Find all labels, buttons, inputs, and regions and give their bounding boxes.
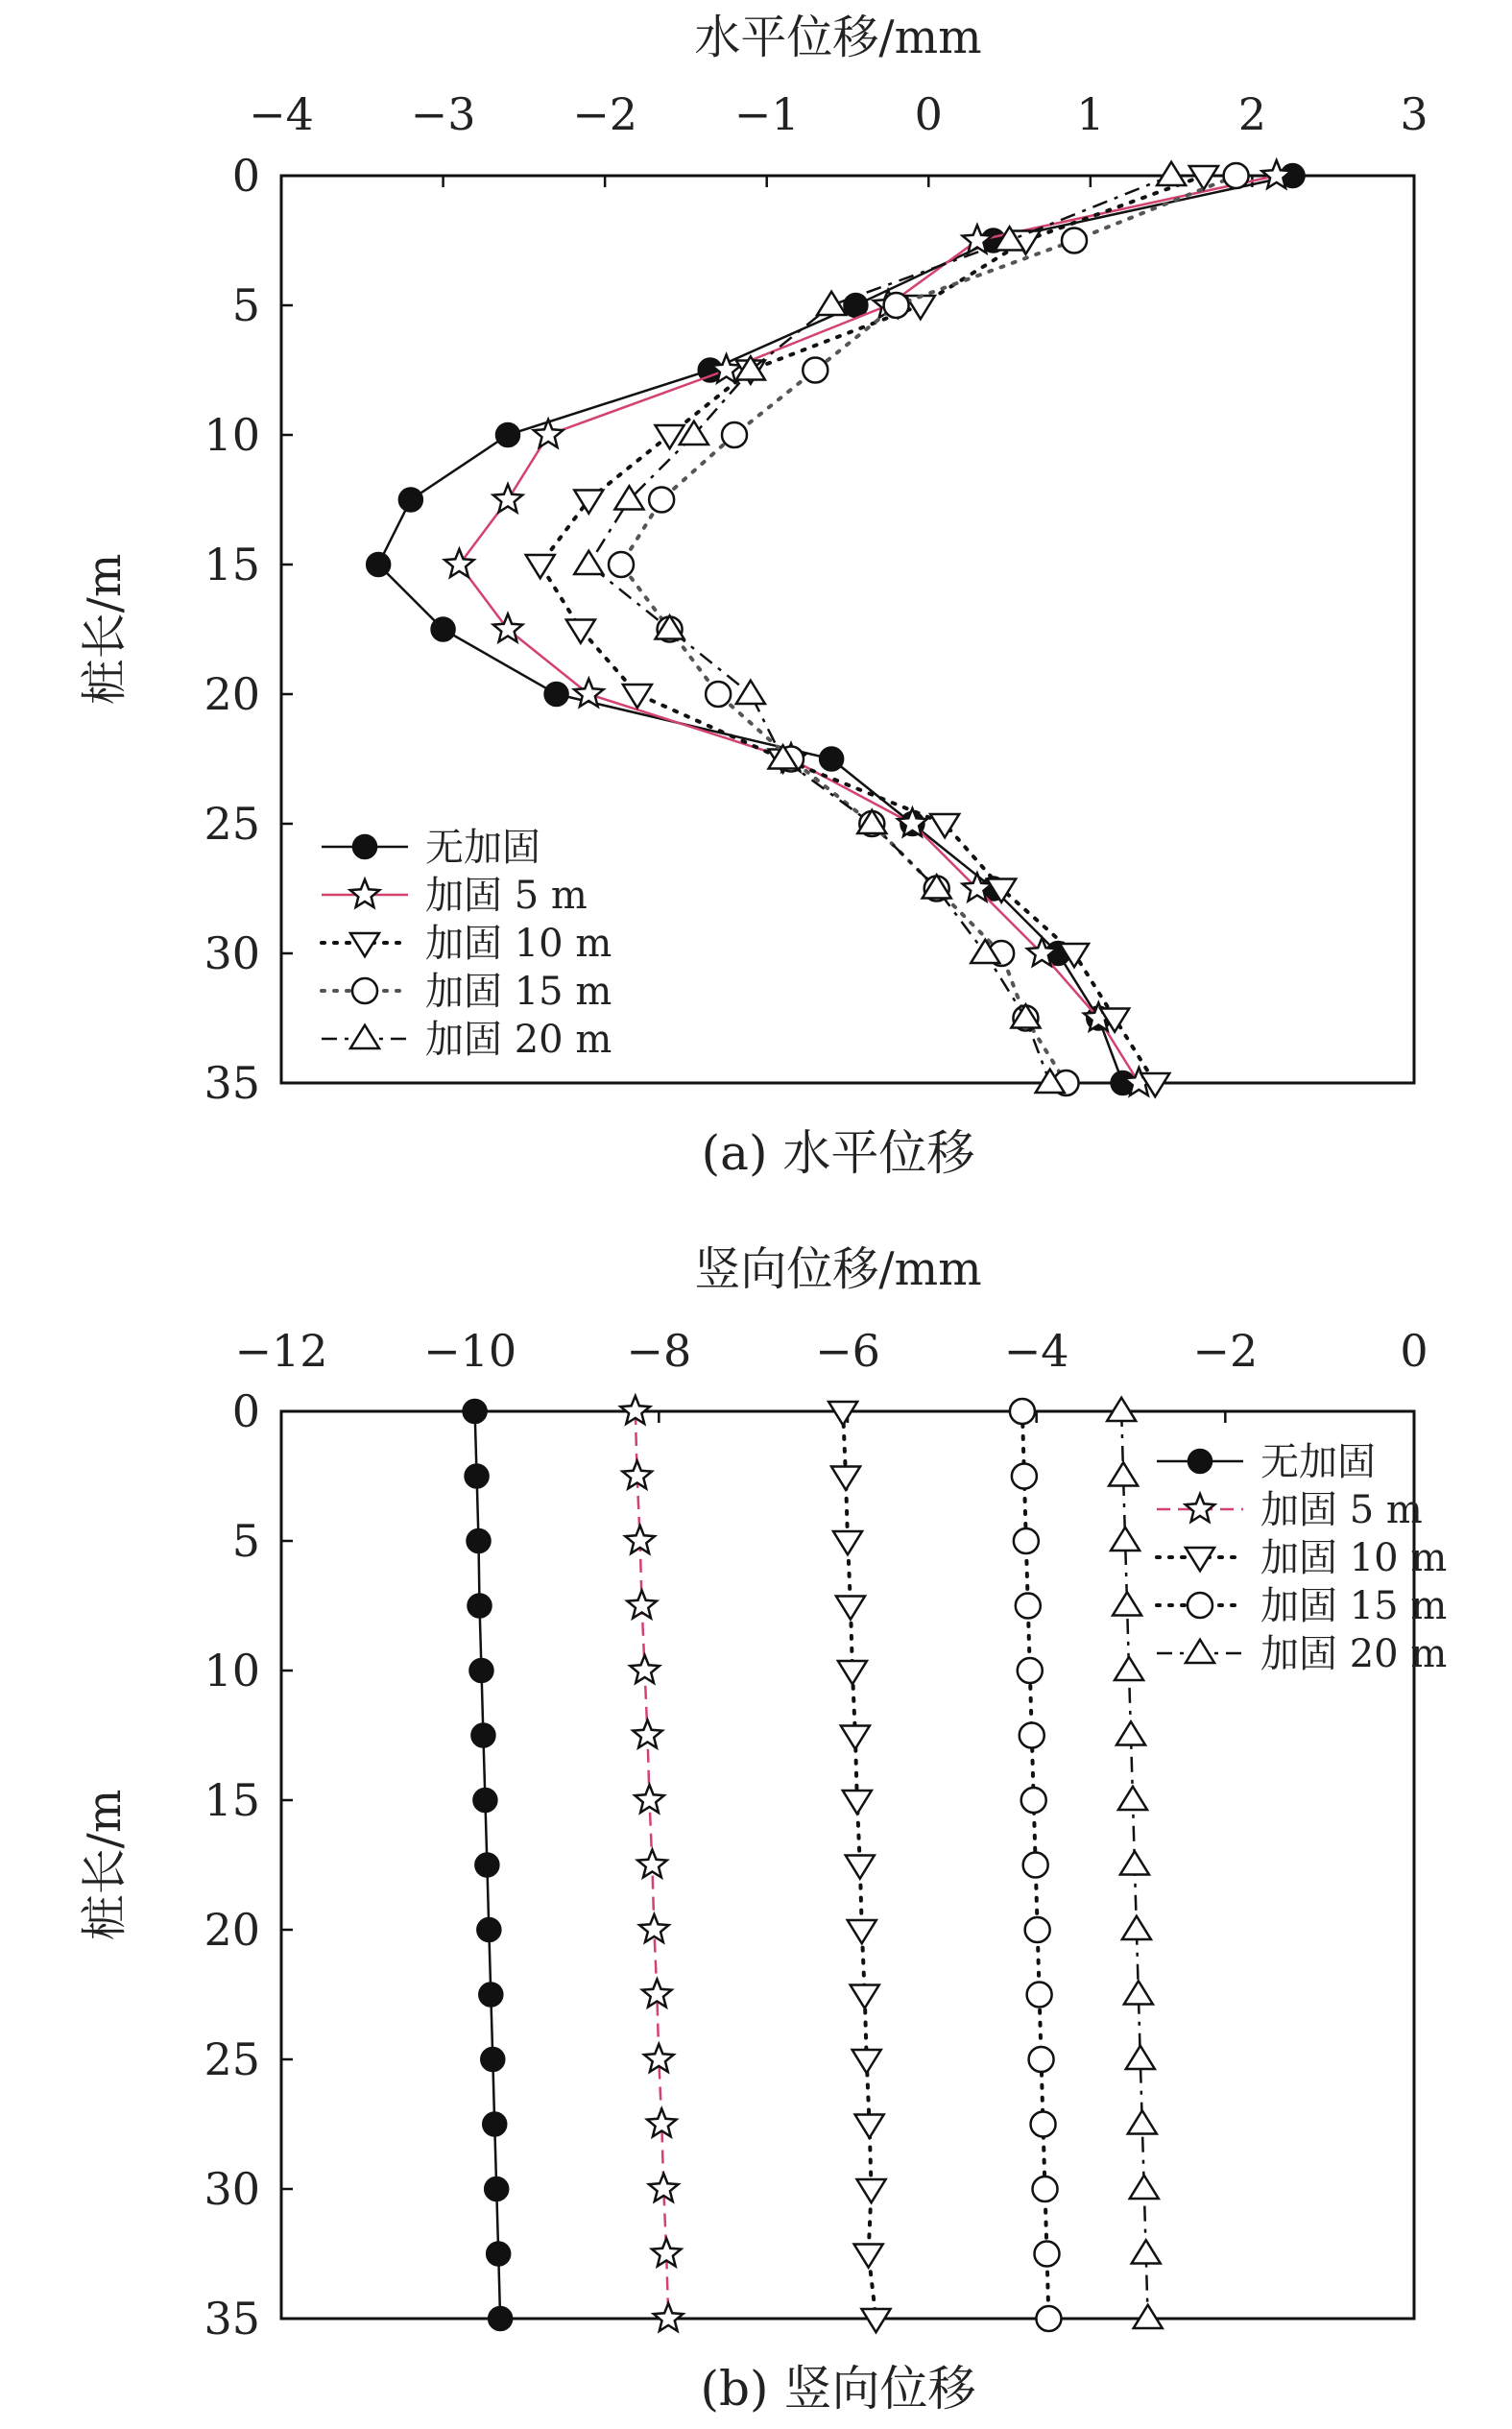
data-point	[477, 1918, 500, 1941]
data-point	[1128, 2110, 1157, 2133]
legend-marker	[1186, 1548, 1214, 1571]
legend-label: 加固 15 m	[1260, 1584, 1448, 1628]
data-point	[481, 2048, 504, 2071]
series-2	[621, 1396, 684, 2331]
data-point	[496, 423, 519, 446]
series-5	[1107, 1398, 1163, 2328]
y-tick-label: 30	[204, 2163, 260, 2215]
data-point	[432, 618, 455, 641]
data-point	[399, 489, 422, 512]
x-tick-label: −2	[1192, 1325, 1259, 1377]
data-point	[654, 2303, 684, 2331]
data-point	[471, 1724, 494, 1747]
data-point	[1116, 1721, 1145, 1744]
x-tick-label: 0	[1400, 1325, 1428, 1377]
data-point	[1016, 1594, 1041, 1619]
legend-marker	[353, 835, 376, 858]
data-point	[574, 491, 603, 514]
data-point	[464, 1400, 487, 1423]
x-tick-label: −1	[733, 88, 800, 140]
legend-marker	[352, 978, 377, 1003]
y-tick-label: 15	[204, 539, 260, 590]
y-tick-label: 30	[204, 927, 260, 979]
chart-b	[78, 1242, 1447, 2417]
data-point	[803, 358, 828, 383]
data-point	[843, 1791, 872, 1814]
data-point	[1021, 1788, 1046, 1813]
x-tick-label: 1	[1076, 88, 1105, 140]
legend-label: 加固 5 m	[425, 874, 588, 918]
data-point	[841, 1726, 870, 1749]
y-tick-label: 20	[204, 668, 260, 720]
data-point	[1010, 1399, 1035, 1424]
data-point	[545, 683, 568, 706]
data-point	[487, 2243, 510, 2266]
data-point	[1224, 163, 1249, 188]
data-point	[609, 552, 634, 577]
data-point	[1062, 228, 1087, 253]
y-tick-label: 35	[204, 2293, 260, 2345]
data-point	[817, 292, 846, 315]
data-point	[637, 1850, 667, 1878]
y-axis-title: 桩长/m	[78, 1789, 132, 1941]
x-tick-label: −6	[815, 1325, 880, 1377]
data-point	[846, 1856, 875, 1879]
data-point	[820, 748, 843, 771]
data-point	[862, 2309, 891, 2332]
chart-caption: (b) 竖向位移	[700, 2361, 976, 2417]
data-point	[1020, 1723, 1044, 1748]
chart-caption: (a) 水平位移	[701, 1125, 975, 1181]
data-point	[623, 685, 652, 708]
series-3	[526, 166, 1218, 1096]
y-tick-label: 5	[231, 279, 260, 331]
data-point	[884, 293, 909, 318]
data-point	[574, 551, 603, 574]
chart-a	[78, 11, 1428, 1181]
x-tick-label: −8	[626, 1325, 692, 1377]
data-point	[444, 549, 473, 577]
data-point	[1113, 1592, 1141, 1615]
data-point	[1130, 2176, 1159, 2199]
data-point	[930, 814, 959, 837]
data-point	[1027, 1983, 1052, 2008]
legend-marker	[350, 1025, 379, 1048]
legend-marker	[1186, 1640, 1214, 1663]
data-point	[633, 1720, 662, 1748]
data-point	[639, 1914, 668, 1942]
data-point	[635, 1785, 663, 1813]
data-point	[1122, 1916, 1151, 1939]
series-3	[828, 1402, 890, 2332]
data-point	[722, 422, 747, 447]
legend-label: 加固 5 m	[1260, 1488, 1423, 1532]
data-point	[1033, 2176, 1058, 2201]
data-point	[469, 1659, 492, 1682]
data-point	[854, 2245, 883, 2268]
data-point	[855, 2115, 884, 2138]
series-4	[1010, 1399, 1062, 2331]
data-point	[1107, 1398, 1136, 1421]
data-point	[1029, 2047, 1054, 2072]
x-tick-label: 2	[1237, 88, 1267, 140]
legend-label: 加固 20 m	[1260, 1632, 1448, 1676]
data-point	[1036, 2306, 1061, 2331]
data-point	[831, 1467, 860, 1490]
data-point	[1111, 1527, 1140, 1551]
legend	[1157, 1440, 1447, 1676]
legend-label: 无加固	[1260, 1440, 1376, 1484]
data-point	[1012, 1464, 1037, 1489]
data-point	[838, 1661, 867, 1684]
data-point	[534, 420, 564, 447]
data-point	[630, 1655, 659, 1683]
data-point	[1126, 2046, 1155, 2069]
legend-label: 加固 15 m	[425, 970, 612, 1014]
legend-label: 加固 10 m	[425, 922, 612, 966]
data-point	[479, 1984, 502, 2007]
data-point	[1134, 2305, 1163, 2328]
data-point	[1157, 162, 1186, 185]
data-point	[1132, 2240, 1161, 2263]
data-point	[857, 2179, 886, 2202]
data-point	[844, 294, 867, 317]
data-point	[1031, 2112, 1056, 2137]
legend-marker	[1188, 1593, 1212, 1618]
x-tick-label: −3	[410, 88, 476, 140]
y-tick-label: 0	[231, 150, 260, 202]
data-point	[493, 485, 522, 513]
data-point	[706, 682, 731, 707]
data-point	[1118, 1787, 1147, 1810]
data-point	[526, 555, 555, 578]
x-tick-label: −12	[234, 1325, 328, 1377]
y-tick-label: 10	[204, 409, 260, 461]
data-point	[1034, 2242, 1059, 2267]
legend	[322, 826, 612, 1062]
legend-marker	[350, 879, 379, 907]
legend-marker	[350, 933, 379, 956]
x-axis-title: 竖向位移/mm	[694, 1242, 982, 1296]
legend-marker	[1186, 1494, 1214, 1522]
data-point	[848, 1920, 876, 1943]
y-tick-label: 10	[204, 1645, 260, 1696]
legend-marker	[1188, 1450, 1212, 1473]
data-point	[836, 1597, 865, 1620]
data-point	[736, 681, 765, 704]
y-tick-label: 20	[204, 1904, 260, 1956]
data-point	[483, 2113, 506, 2136]
y-tick-label: 25	[204, 798, 260, 850]
data-point	[1018, 1658, 1043, 1683]
legend-label: 无加固	[425, 826, 540, 870]
data-point	[1120, 1851, 1149, 1874]
data-point	[1014, 1528, 1039, 1553]
data-point	[367, 553, 390, 576]
x-tick-label: 0	[914, 88, 943, 140]
data-point	[466, 1465, 489, 1488]
data-point	[852, 2050, 881, 2073]
x-tick-label: 3	[1400, 88, 1428, 140]
data-point	[1025, 1917, 1050, 1942]
y-tick-label: 0	[231, 1385, 260, 1437]
data-point	[649, 488, 674, 513]
series-line	[621, 176, 1236, 1083]
y-tick-label: 5	[231, 1515, 260, 1567]
data-point	[489, 2307, 512, 2330]
x-tick-label: −4	[1003, 1325, 1069, 1377]
legend-label: 加固 10 m	[1260, 1536, 1448, 1580]
x-tick-label: −4	[249, 88, 314, 140]
series-1	[464, 1400, 513, 2330]
data-point	[1115, 1657, 1143, 1680]
data-point	[1124, 1981, 1153, 2004]
y-tick-label: 15	[204, 1774, 260, 1826]
data-point	[468, 1529, 491, 1552]
data-point	[1109, 1462, 1138, 1485]
data-point	[1023, 1853, 1048, 1878]
legend-label: 加固 20 m	[425, 1018, 612, 1062]
y-tick-label: 25	[204, 2033, 260, 2085]
data-point	[833, 1531, 862, 1554]
data-point	[851, 1985, 879, 2008]
data-point	[475, 1854, 498, 1877]
data-point	[485, 2177, 508, 2201]
y-axis-title: 桩长/m	[78, 553, 132, 706]
y-tick-label: 35	[204, 1057, 260, 1109]
x-tick-label: −10	[423, 1325, 517, 1377]
data-point	[468, 1595, 492, 1618]
data-point	[473, 1789, 496, 1812]
x-axis-title: 水平位移/mm	[694, 11, 982, 64]
x-tick-label: −2	[572, 88, 638, 140]
data-point	[828, 1402, 857, 1425]
